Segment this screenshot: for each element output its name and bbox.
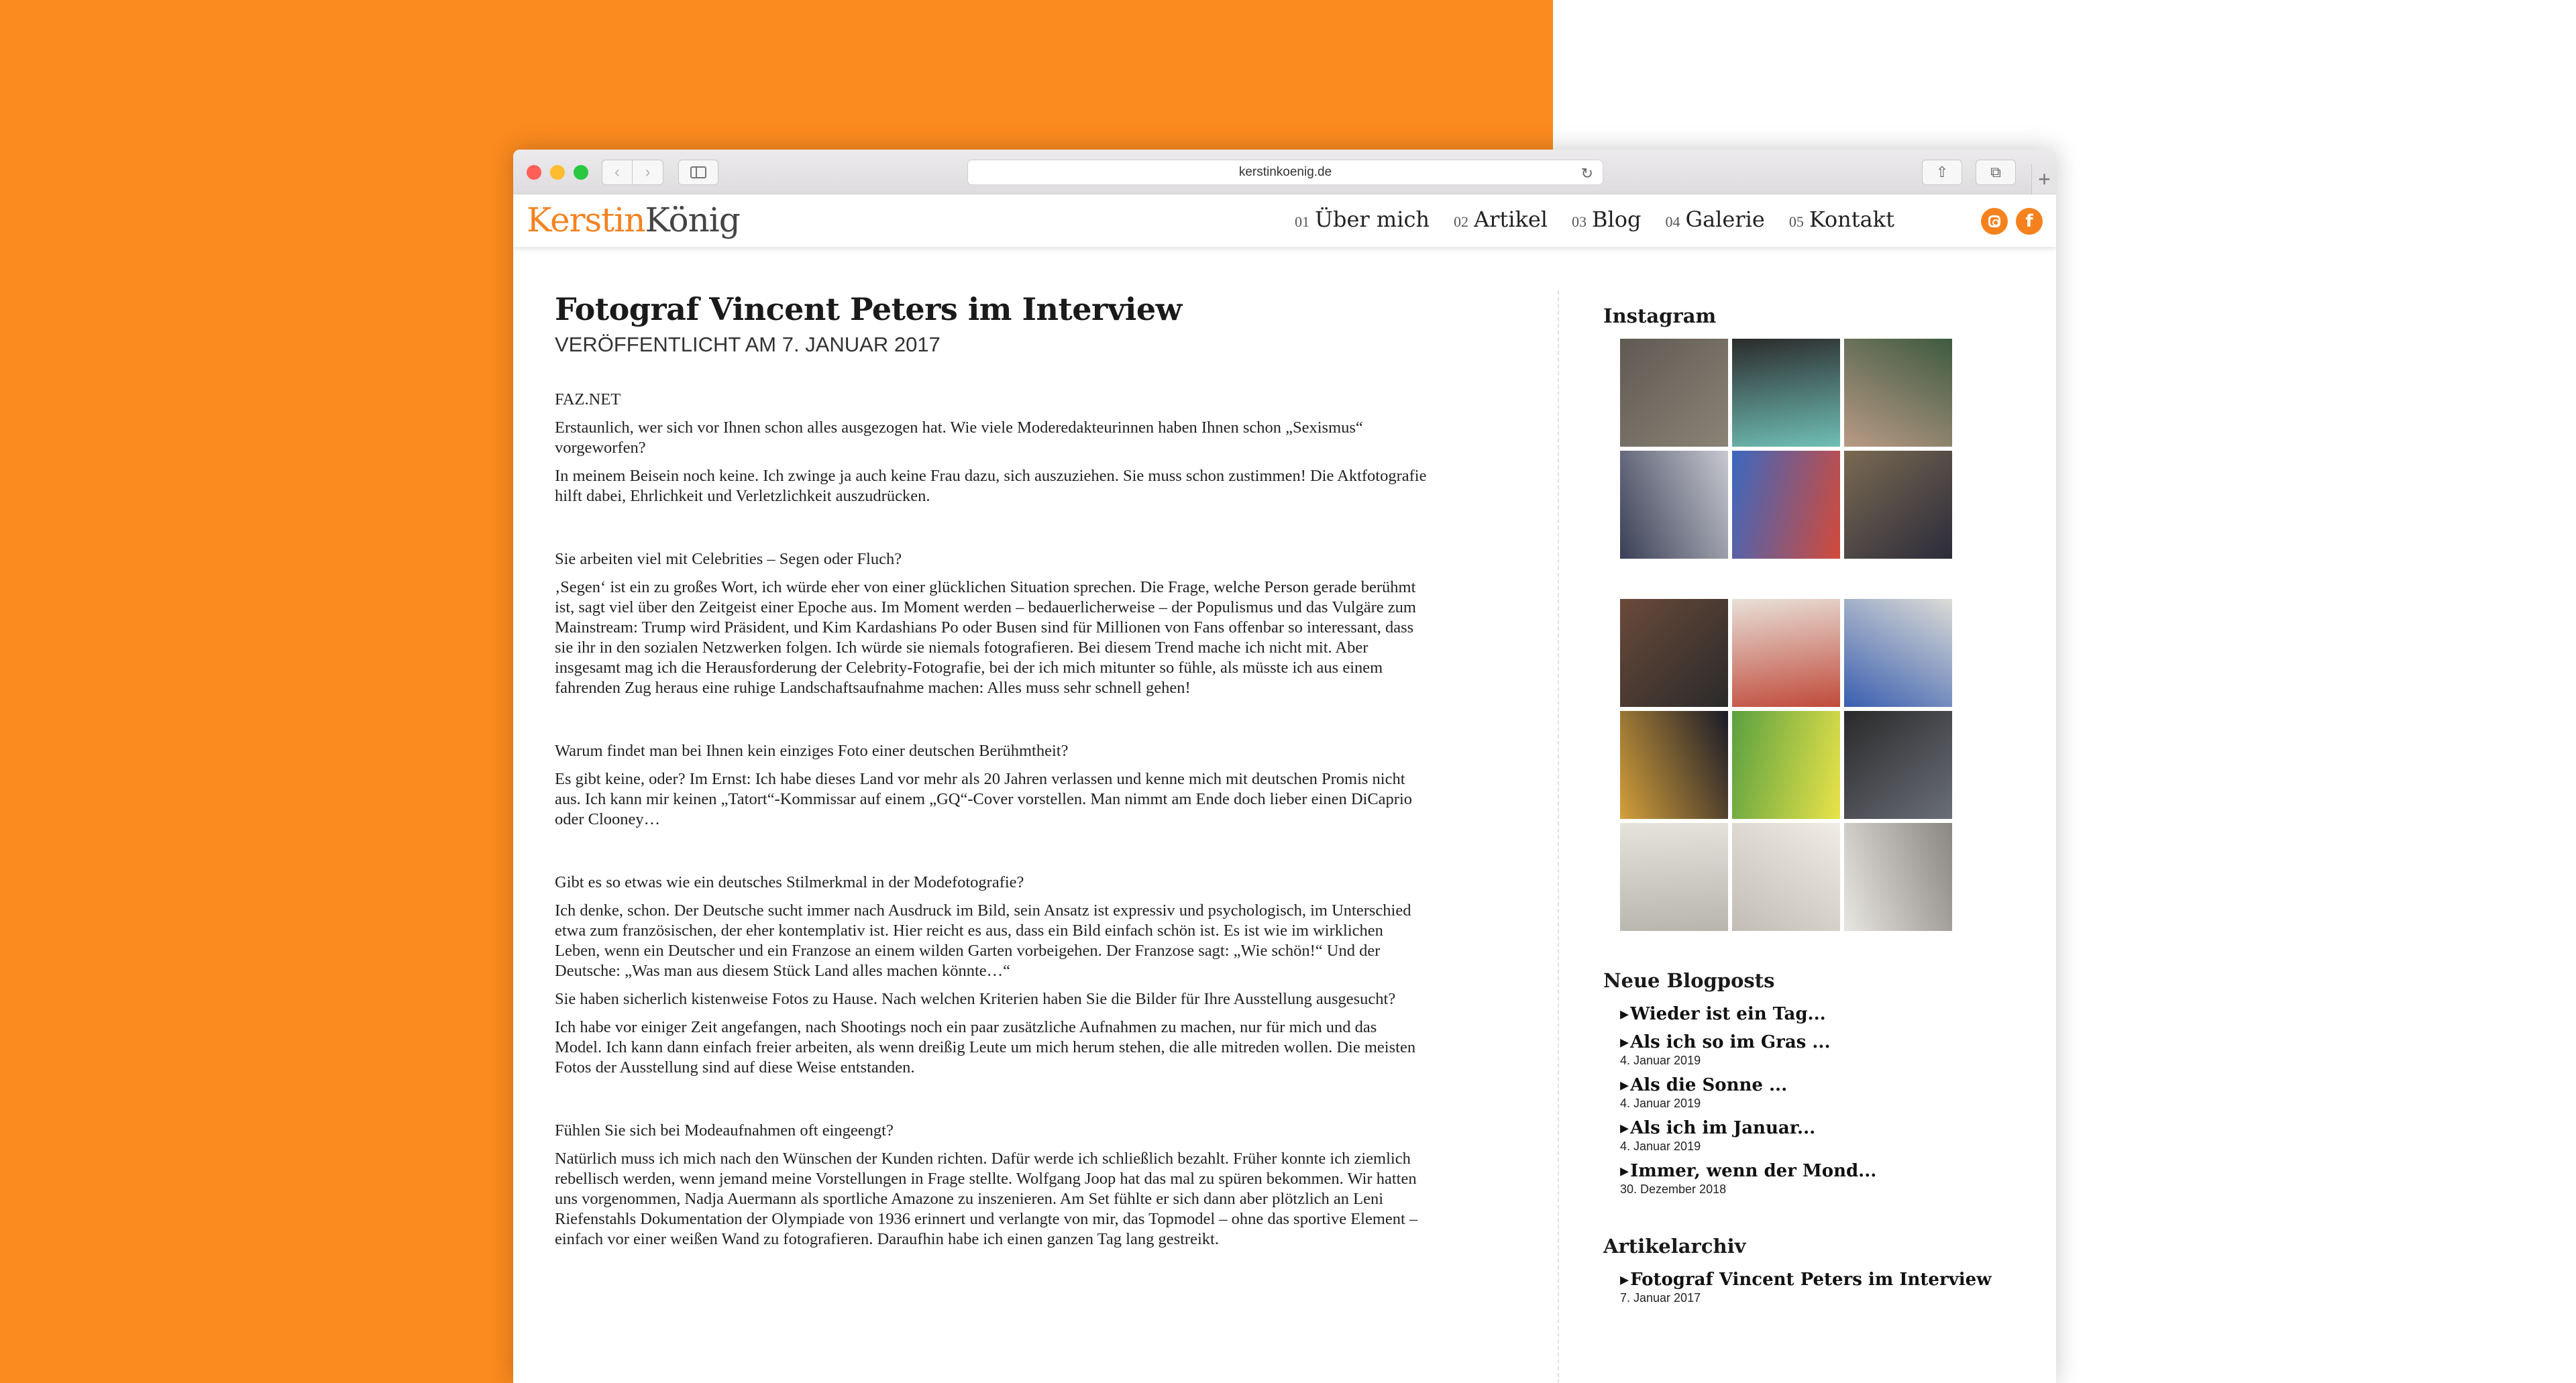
instagram-photo[interactable] xyxy=(1732,451,1840,559)
nav-label: Galerie xyxy=(1685,207,1765,232)
new-tab-button[interactable] xyxy=(2031,164,2056,195)
instagram-photo[interactable] xyxy=(1620,711,1728,819)
instagram-photo[interactable] xyxy=(1844,599,1952,707)
post-link[interactable]: ▸ Immer, wenn der Mond... xyxy=(1620,1160,2006,1182)
article xyxy=(555,290,1427,1258)
instagram-link[interactable] xyxy=(1981,208,2008,235)
nav-item-1[interactable] xyxy=(1295,207,1430,232)
archive-heading: Artikelarchiv xyxy=(1603,1235,1746,1258)
facebook-link[interactable] xyxy=(2016,208,2043,235)
nav-number: 02 xyxy=(1453,213,1468,230)
instagram-photo[interactable] xyxy=(1620,599,1728,707)
minimize-window-button[interactable] xyxy=(550,165,565,180)
reload-icon[interactable]: ↻ xyxy=(1580,165,1593,182)
browser-window xyxy=(513,150,2056,1383)
site-logo[interactable] xyxy=(527,200,740,240)
share-button[interactable] xyxy=(1922,160,1962,185)
article-paragraph: Natürlich muss ich mich nach den Wünschen der Kunden richten. Dafür werde ich schließlich bezahlt. Früher konnte ich ziemlich rebellisch werden, wenn jemand meine Vorstellungen in Frage stellte. Wolfgang Joop hat das mal zu spüren bekommen. Wir hatten uns vorgenommen, Nadja Auermann als sportliche Amazone zu inszenieren. Am Set fühlte er sich dann aber plötzlich an Leni Riefenstahls Dokumentation der Olympiade von 1936 erinnert und verlangte von mir, das Topmodel – ohne das sportive Element – einfach vor einer weißen Wand zu fotografieren. Daraufhin habe ich einen ganzen Tag lang gestreikt. xyxy=(555,1150,1418,1248)
interview-question: Sie arbeiten viel mit Celebrities – Segen oder Fluch? xyxy=(555,550,902,568)
post-link[interactable]: ▸ Fotograf Vincent Peters im Interview xyxy=(1620,1269,2006,1290)
post-item xyxy=(1620,1160,2006,1197)
instagram-photo[interactable] xyxy=(1620,823,1728,931)
article-body xyxy=(555,390,1427,1250)
article-paragraph: ‚Segen‘ ist ein zu großes Wort, ich würde eher von einer glücklichen Situation sprechen. Die Frage, welche Person gerade berühmt ist, sagt viel über den Zeitgeist einer Epoche aus. Im Moment werden – bedauerlicherweise – der Populismus und das Vulgäre zum Mainstream: Trump wird Präsident, und Kim Kardashians Po oder Busen sind für Millionen von Fans offenbar so interessant, dass sie ihr in den sozialen Netzwerken folgen. Ich würde sie niemals fotografieren. Bei diesem Trend mache ich nicht mit. Aber insgesamt mag ich die Herausforderung der Celebrity-Fotografie, bei der ich mich mitunter so fühle, als müsste ich aus einem fahrenden Zug heraus eine ruhige Landschaftsaufnahme machen: Alles muss sehr schnell gehen! xyxy=(555,578,1416,697)
article-title: Fotograf Vincent Peters im Interview xyxy=(555,291,1182,327)
main-nav xyxy=(1295,207,1919,236)
instagram-grid-more xyxy=(1620,599,2006,931)
instagram-photo[interactable] xyxy=(1844,451,1952,559)
zoom-window-button[interactable] xyxy=(574,165,588,180)
post-item xyxy=(1620,1269,2006,1305)
article-source: FAZ.NET xyxy=(555,390,621,408)
blog-post-list xyxy=(1620,1003,2006,1197)
nav-item-2[interactable] xyxy=(1454,207,1548,232)
instagram-grid-recent xyxy=(1620,339,2006,559)
address-bar[interactable] xyxy=(967,160,1603,185)
article-paragraph: Ich denke, schon. Der Deutsche sucht immer nach Ausdruck im Bild, sein Ansatz ist expressiv und psychologisch, im Unterschied etwa zum französischen, der eher kontemplativ ist. Hier reicht es aus, dass ein Bild einfach schön ist. Es ist wie im wirklichen Leben, wenn ein Deutscher und ein Franzose an einem wilden Garten vorbeigehen. Der Franzose sagt: „Wie schön!“ Und der Deutsche: „Was man aus diesem Stück Land alles machen könnte…“ xyxy=(555,901,1411,980)
browser-toolbar xyxy=(513,150,2056,195)
post-link[interactable]: ▸ Als ich so im Gras ... xyxy=(1620,1032,2006,1053)
logo-first-name: Kerstin xyxy=(527,201,645,239)
nav-label: Über mich xyxy=(1315,207,1430,232)
chevron-right-icon: › xyxy=(645,163,651,181)
instagram-photo[interactable] xyxy=(1732,339,1840,447)
nav-number: 05 xyxy=(1788,213,1804,230)
nav-label: Blog xyxy=(1592,207,1642,232)
article-paragraph: Sie haben sicherlich kistenweise Fotos zu Hause. Nach welchen Kriterien haben Sie die Bilder für Ihre Ausstellung ausgesucht? xyxy=(555,990,1396,1008)
instagram-photo[interactable] xyxy=(1732,599,1840,707)
instagram-heading: Instagram xyxy=(1603,305,1717,327)
nav-label: Kontakt xyxy=(1809,207,1894,232)
interview-question: Fühlen Sie sich bei Modeaufnahmen oft eingeengt? xyxy=(555,1121,894,1140)
tabs-icon: ⧉ xyxy=(1990,164,2001,180)
share-icon: ⇧ xyxy=(1935,164,1949,180)
instagram-photo[interactable] xyxy=(1732,823,1840,931)
archive-list xyxy=(1620,1269,2006,1305)
sidebar xyxy=(1603,304,2006,1312)
nav-label: Artikel xyxy=(1473,207,1548,232)
forward-button[interactable] xyxy=(633,160,663,185)
post-date: 4. Januar 2019 xyxy=(1620,1140,1701,1153)
post-date: 4. Januar 2019 xyxy=(1620,1054,1701,1067)
facebook-icon: f xyxy=(2025,211,2033,231)
logo-last-name: König xyxy=(645,201,740,239)
nav-item-3[interactable] xyxy=(1572,207,1642,232)
post-item xyxy=(1620,1074,2006,1111)
post-item xyxy=(1620,1003,2006,1025)
interview-question: Warum findet man bei Ihnen kein einziges Foto einer deutschen Berühmtheit? xyxy=(555,742,1069,760)
post-date: 7. Januar 2017 xyxy=(1620,1291,1701,1305)
post-item xyxy=(1620,1032,2006,1068)
site-header xyxy=(513,195,2056,247)
nav-item-5[interactable] xyxy=(1789,207,1894,232)
article-paragraph: Erstaunlich, wer sich vor Ihnen schon alles ausgezogen hat. Wie viele Moderedakteurinnen haben Ihnen schon „Sexismus“ vorgeworfen? xyxy=(555,419,1363,457)
tab-overview-button[interactable] xyxy=(1976,160,2016,185)
post-link[interactable]: ▸ Wieder ist ein Tag... xyxy=(1620,1003,2006,1025)
instagram-photo[interactable] xyxy=(1844,711,1952,819)
post-link[interactable]: ▸ Als ich im Januar... xyxy=(1620,1117,2006,1139)
nav-number: 04 xyxy=(1665,213,1680,230)
column-divider xyxy=(1558,290,1559,1383)
post-link[interactable]: ▸ Als die Sonne ... xyxy=(1620,1074,2006,1096)
post-date: 4. Januar 2019 xyxy=(1620,1097,1701,1110)
instagram-photo[interactable] xyxy=(1844,339,1952,447)
article-paragraph: Es gibt keine, oder? Im Ernst: Ich habe dieses Land vor mehr als 20 Jahren verlassen und kenne mich mit deutschen Promis nicht aus. Ich kann mir keinen „Tatort“-Kommissar auf einem „GQ“-Cover vorstellen. Man nimmt am Ende doch lieber einen DiCaprio oder Clooney… xyxy=(555,770,1413,828)
article-published-date: VERÖFFENTLICHT AM 7. JANUAR 2017 xyxy=(555,333,941,356)
nav-item-4[interactable] xyxy=(1666,207,1765,232)
history-nav xyxy=(602,160,666,185)
instagram-photo[interactable] xyxy=(1620,339,1728,447)
chevron-left-icon: ‹ xyxy=(614,163,620,181)
blog-heading: Neue Blogposts xyxy=(1603,969,1775,992)
nav-number: 03 xyxy=(1572,213,1587,230)
post-item xyxy=(1620,1117,2006,1154)
instagram-photo[interactable] xyxy=(1732,711,1840,819)
nav-number: 01 xyxy=(1295,213,1309,230)
article-paragraph: In meinem Beisein noch keine. Ich zwinge ja auch keine Frau dazu, sich auszuziehen. Sie muss schon zustimmen! Die Aktfotografie hilft dabei, Ehrlichkeit und Verletzlichkeit auszudrücken. xyxy=(555,467,1427,505)
plus-icon: + xyxy=(2038,167,2051,191)
sidebar-icon xyxy=(690,166,706,178)
post-date: 30. Dezember 2018 xyxy=(1620,1182,1727,1196)
instagram-icon xyxy=(1988,215,2000,227)
instagram-photo[interactable] xyxy=(1844,823,1952,931)
article-paragraph: Ich habe vor einiger Zeit angefangen, nach Shootings noch ein paar zusätzliche Aufnahmen zu machen, nur für mich und das Model. Ich kann dann einfach freier arbeiten, als wenn dreißig Leute um mich herum stehen, die alle mitreden wollen. Die meisten Fotos der Ausstellung sind auf diese Weise entstanden. xyxy=(555,1018,1416,1076)
instagram-photo[interactable] xyxy=(1620,451,1728,559)
close-window-button[interactable] xyxy=(527,165,541,180)
interview-question: Gibt es so etwas wie ein deutsches Stilmerkmal in der Modefotografie? xyxy=(555,873,1024,891)
sidebar-toggle-button[interactable] xyxy=(678,160,718,185)
url-text: kerstinkoenig.de xyxy=(1238,165,1332,179)
back-button[interactable] xyxy=(602,160,633,185)
